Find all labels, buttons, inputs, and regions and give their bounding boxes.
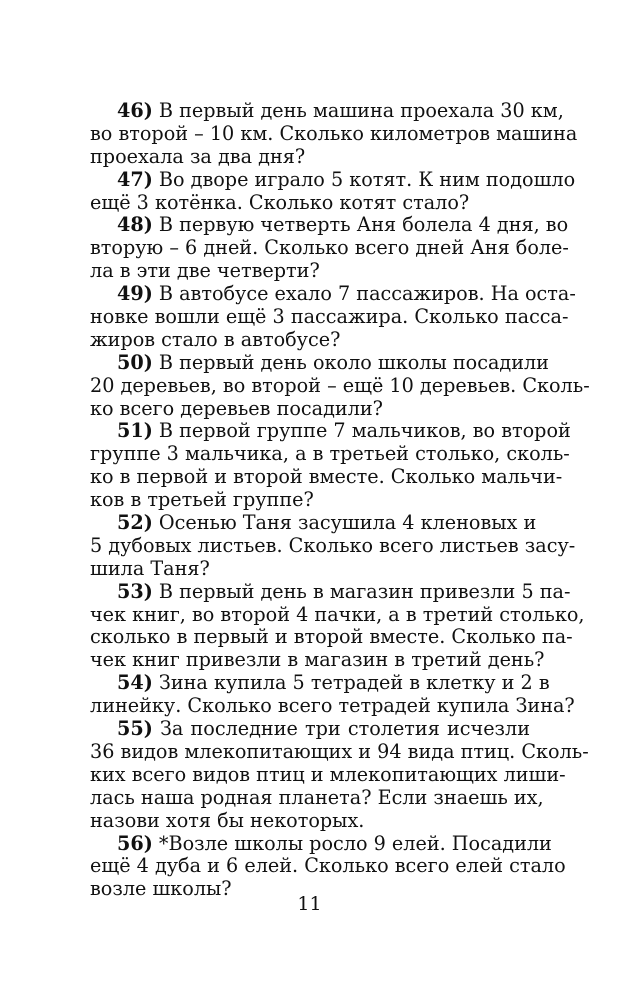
problem-text: В первый день машина проехала 30 км, — [158, 99, 564, 122]
problem-line: новке вошли ещё 3 пассажира. Сколько пасса- — [90, 305, 569, 329]
problem-text: В первой группе 7 мальчиков, во второй — [158, 419, 571, 443]
problem-line: ла в эти две четверти? — [90, 259, 320, 283]
problem-line: чек книг привезли в магазин в третий день? — [90, 648, 545, 672]
problem-number: 53) — [117, 579, 153, 603]
problem-line: вторую – 6 дней. Сколько всего дней Аня боле- — [90, 236, 569, 260]
problem-number: 54) — [117, 671, 153, 695]
problem-48 — [90, 213, 569, 283]
problem-line: жиров стало в автобусе? — [90, 327, 341, 351]
problem-46 — [90, 99, 578, 169]
problem-line: возле школы? — [90, 877, 232, 901]
problem-line: линейку. Сколько всего тетрадей купила Зина? — [90, 694, 575, 718]
problem-text: За последние три столетия исчезли — [159, 717, 530, 741]
problem-54 — [90, 671, 575, 718]
problem-number: 50) — [117, 350, 153, 374]
problem-line: чек книг, во второй 4 пачки, а в третий столько, — [90, 602, 585, 626]
problem-text: Зина купила 5 тетрадей в клетку и 2 в — [158, 671, 550, 695]
problem-line — [90, 350, 549, 375]
problem-text: *Возле школы росло 9 елей. Посадили — [158, 831, 552, 855]
problem-line: ких всего видов птиц и млекопитающих лиши- — [90, 762, 566, 786]
problem-number: 47) — [117, 167, 153, 191]
problem-line: проехала за два дня? — [90, 144, 306, 168]
problem-line — [90, 831, 552, 856]
problem-line: ещё 3 котёнка. Сколько котят стало? — [90, 190, 470, 214]
problem-line: 20 деревьев, во второй – ещё 10 деревьев. Сколь- — [90, 373, 590, 397]
problem-line: ко всего деревьев посадили? — [90, 396, 383, 420]
problem-line — [90, 579, 571, 604]
problem-line — [90, 511, 537, 535]
problem-line: ещё 4 дуба и 6 елей. Сколько всего елей стало — [90, 854, 566, 878]
problem-50 — [90, 350, 590, 421]
problem-line: сколько в первый и второй вместе. Сколько па- — [90, 625, 573, 649]
problem-55 — [90, 717, 589, 832]
problem-line — [90, 671, 550, 695]
problem-number: 51) — [117, 419, 153, 443]
problem-line — [90, 99, 564, 123]
problem-52 — [90, 511, 576, 581]
problem-number: 52) — [117, 511, 153, 535]
problem-line — [90, 282, 576, 306]
problem-line: шила Таня? — [90, 556, 210, 580]
problem-53 — [90, 579, 585, 673]
problem-text: В автобусе ехало 7 пассажиров. На оста- — [158, 282, 576, 306]
problem-text: В первый день около школы посадили — [158, 350, 549, 374]
problem-line — [90, 419, 571, 443]
problem-line: назови хотя бы некоторых. — [90, 808, 365, 832]
problem-line — [90, 718, 530, 741]
problem-56 — [90, 831, 566, 902]
problem-text: В первый день в магазин привезли 5 па- — [158, 579, 571, 603]
problem-number: 48) — [117, 213, 153, 237]
problem-line: группе 3 мальчика, а в третьей столько, сколь- — [90, 442, 570, 466]
problem-line: ко в первой и второй вместе. Сколько мальчи- — [90, 465, 563, 489]
problem-line: 36 видов млекопитающих и 94 вида птиц. Сколь- — [90, 739, 589, 763]
problem-text: В первую четверть Аня болела 4 дня, во — [158, 213, 569, 237]
problem-number: 46) — [117, 99, 153, 122]
problem-line — [90, 167, 576, 192]
problem-number: 56) — [117, 831, 153, 855]
problem-number: 55) — [117, 717, 153, 741]
problem-text: Осенью Таня засушила 4 кленовых и — [158, 511, 537, 535]
problem-49 — [90, 282, 576, 352]
problem-number: 49) — [117, 282, 153, 306]
page-number: 11 — [297, 893, 322, 915]
problem-text: Во дворе играло 5 котят. К ним подошло — [158, 167, 576, 191]
problem-line: 5 дубовых листьев. Сколько всего листьев засу- — [90, 533, 576, 557]
problem-line: ков в третьей группе? — [90, 488, 314, 512]
problem-line: лась наша родная планета? Если знаешь их, — [90, 785, 544, 809]
problem-line — [90, 213, 569, 237]
problem-51 — [90, 419, 571, 512]
page-body — [90, 99, 590, 901]
problem-47 — [90, 167, 576, 215]
problem-line: во второй – 10 км. Сколько километров машина — [90, 121, 578, 145]
